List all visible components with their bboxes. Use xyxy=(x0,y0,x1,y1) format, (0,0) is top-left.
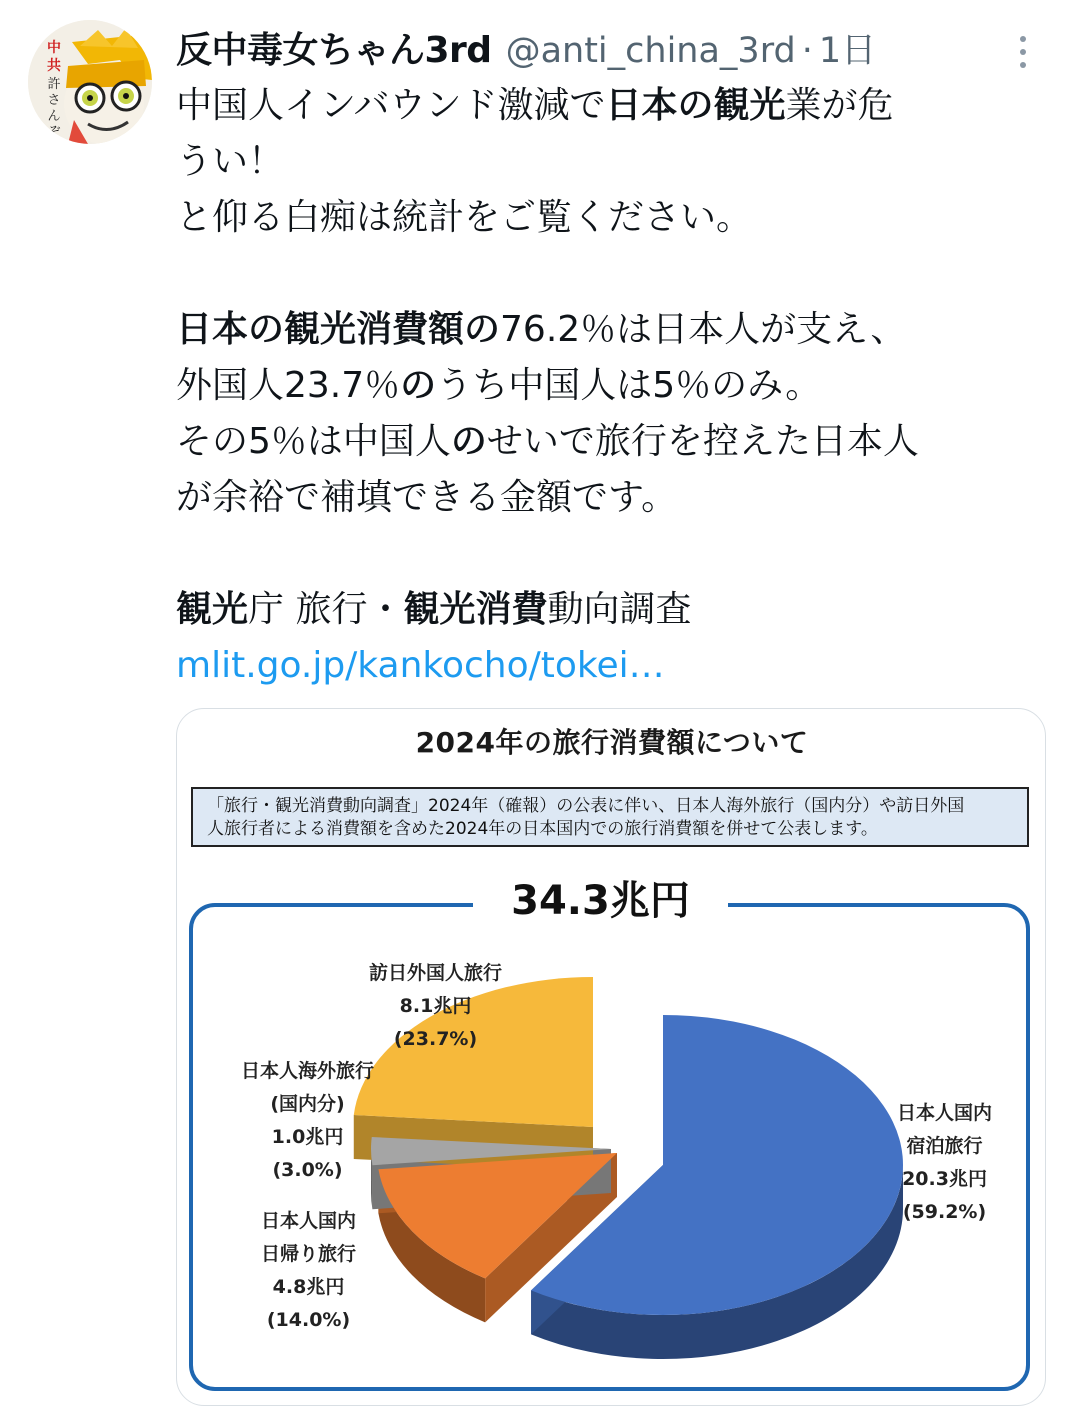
separator-dot: · xyxy=(801,31,813,71)
svg-text:中: 中 xyxy=(47,40,61,56)
label-outbound xyxy=(241,1055,374,1187)
svg-text:許: 許 xyxy=(47,77,61,92)
label-domestic-day-line2: 日帰り旅行 xyxy=(261,1243,357,1265)
label-outbound-line2: (国内分) xyxy=(270,1093,345,1115)
label-domestic-day-line1: 日本人国内 xyxy=(261,1210,357,1232)
label-domestic-day xyxy=(261,1205,356,1337)
user-handle[interactable]: @anti_china_3rd xyxy=(505,31,796,71)
note-line-2: 人旅行者による消費額を含めた2024年の日本国内での旅行消費額を併せて公表します。 xyxy=(207,819,878,839)
label-domestic-overnight-line2: 宿泊旅行 xyxy=(906,1135,983,1157)
text-line-8: 観光庁 旅行・観光消費動向調査 xyxy=(176,589,692,630)
text-line-7: が余裕で補填できる金額です。 xyxy=(176,477,678,518)
timestamp[interactable]: 1日 xyxy=(818,31,877,71)
text-line-6: その5％は中国人のせいで旅行を控えた日本人 xyxy=(176,421,919,462)
svg-text:ぞ: ぞ xyxy=(47,125,61,140)
label-domestic-day-percent: (14.0%) xyxy=(266,1309,351,1331)
more-options-icon[interactable] xyxy=(1008,32,1038,72)
svg-text:共: 共 xyxy=(47,58,61,74)
attached-image[interactable] xyxy=(176,708,1046,1406)
label-domestic-overnight-percent: (59.2%) xyxy=(902,1201,987,1223)
source-link[interactable]: mlit.go.jp/kankocho/tokei… xyxy=(176,645,665,686)
label-inbound xyxy=(369,957,502,1056)
note-line-1: 「旅行・観光消費動向調査」2024年（確報）の公表に伴い、日本人海外旅行（国内分）や訪日外国 xyxy=(207,796,965,816)
avatar-image xyxy=(28,20,152,144)
text-line-5: 外国人23.7％のうち中国人は5％のみ。 xyxy=(176,365,822,406)
text-line-4: 日本の観光消費額の76.2％は日本人が支え、 xyxy=(176,309,907,350)
avatar[interactable] xyxy=(28,20,152,144)
label-inbound-percent: (23.7%) xyxy=(393,1028,478,1050)
label-inbound-value: 8.1兆円 xyxy=(399,995,472,1017)
tweet-text xyxy=(176,78,1056,694)
text-line-2: うい！ xyxy=(176,141,285,182)
tweet-header xyxy=(176,22,1056,78)
label-inbound-line1: 訪日外国人旅行 xyxy=(369,962,503,984)
label-domestic-day-value: 4.8兆円 xyxy=(272,1276,345,1298)
slide-title: 2024年の旅行消費額について xyxy=(415,726,809,759)
text-line-3: と仰る白痴は統計をご覧ください。 xyxy=(176,197,753,238)
svg-text:さ: さ xyxy=(47,93,61,108)
svg-text:ん: ん xyxy=(47,109,61,124)
label-outbound-value: 1.0兆円 xyxy=(271,1126,344,1148)
label-domestic-overnight xyxy=(897,1097,992,1229)
text-line-1: 中国人インバウンド激減で日本の観光業が危 xyxy=(176,85,894,126)
label-outbound-percent: (3.0%) xyxy=(272,1159,343,1181)
display-name[interactable]: 反中毒女ちゃん3rd xyxy=(176,30,492,71)
label-domestic-overnight-value: 20.3兆円 xyxy=(902,1168,987,1190)
label-outbound-line1: 日本人海外旅行 xyxy=(241,1060,375,1082)
total-amount: 34.3兆円 xyxy=(473,873,728,929)
label-domestic-overnight-line1: 日本人国内 xyxy=(897,1102,993,1124)
